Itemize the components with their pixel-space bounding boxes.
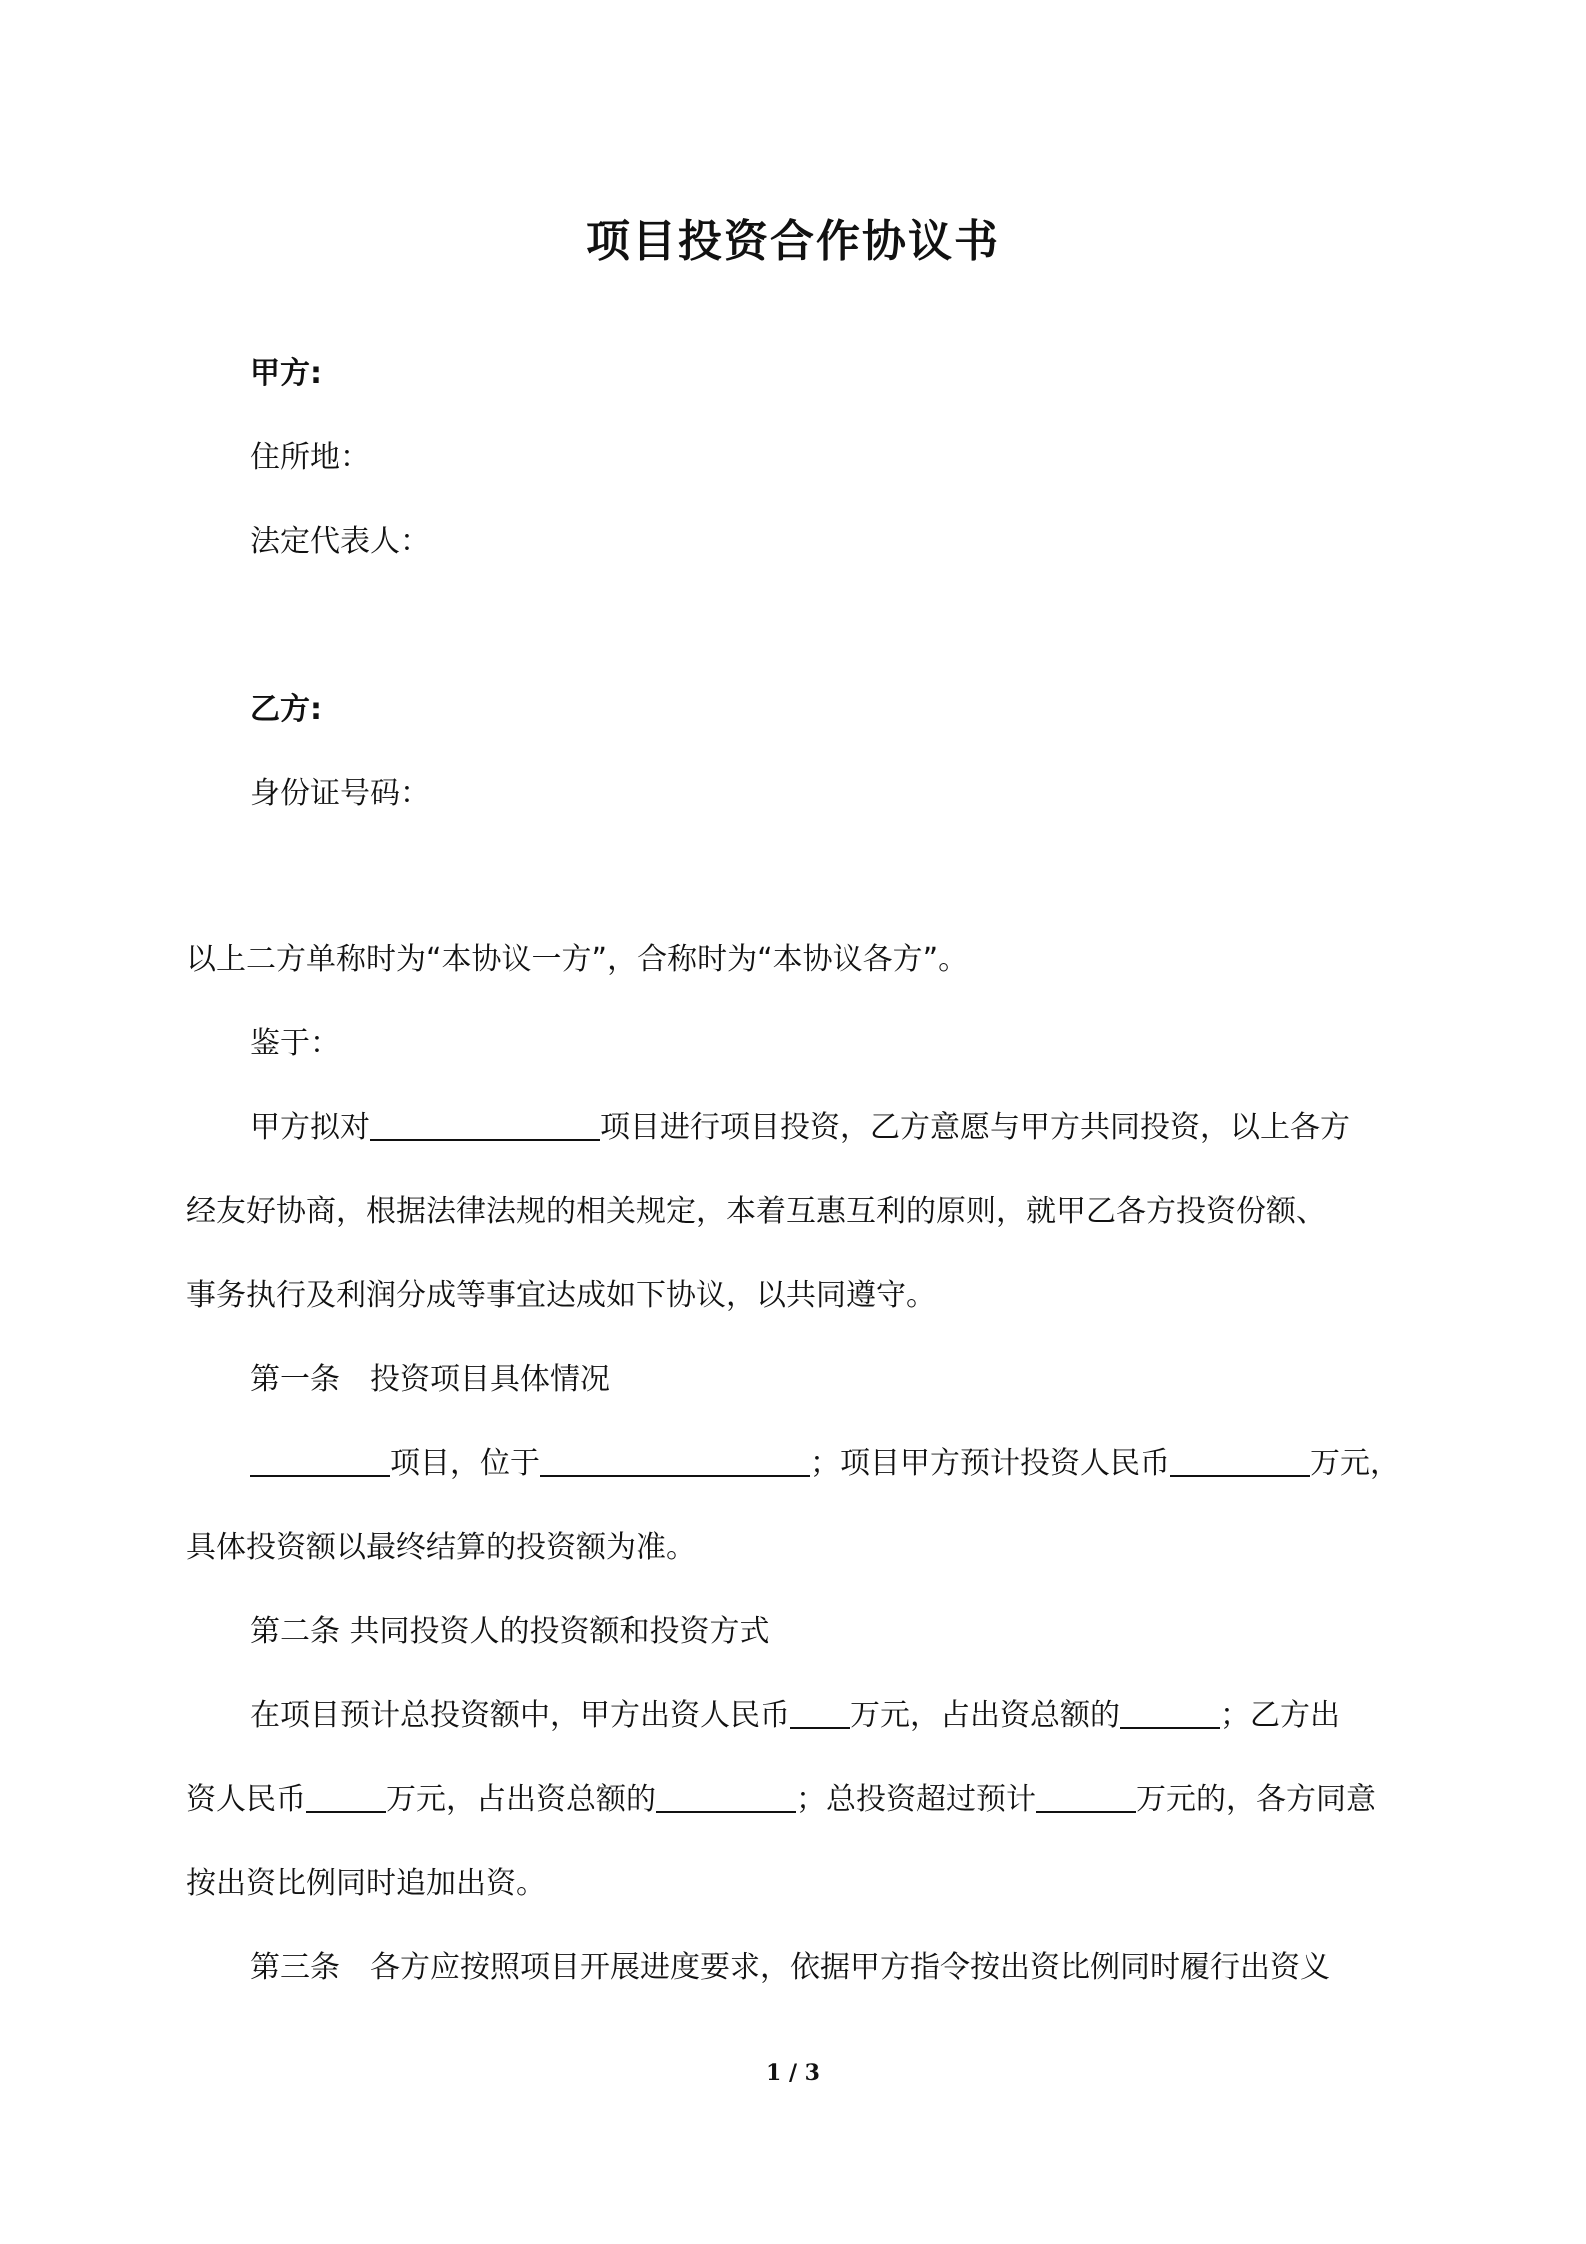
article-1-heading: 第一条 投资项目具体情况 — [250, 1362, 610, 1397]
article-2-text-e: 万元，占出资总额的 — [386, 1782, 656, 1817]
party-a-share-blank — [1120, 1697, 1220, 1729]
article-3-heading: 第三条 各方应按照项目开展进度要求，依据甲方指令按出资比例同时履行出资义 — [250, 1950, 1330, 1985]
whereas-line-1-start: 甲方拟对 — [250, 1110, 370, 1145]
article-2-text-g: 万元的，各方同意 — [1136, 1782, 1376, 1817]
whereas-line-1-end: 项目进行项目投资，乙方意愿与甲方共同投资，以上各方 — [600, 1110, 1350, 1145]
total-investment-blank — [1036, 1781, 1136, 1813]
article-2-text-c: ；乙方出 — [1220, 1698, 1340, 1733]
article-1-text-b: ；项目甲方预计投资人民币 — [810, 1446, 1170, 1481]
party-a-label: 甲方: — [250, 356, 322, 391]
party-a-rep-label: 法定代表人： — [250, 524, 430, 559]
whereas-line-2: 经友好协商，根据法律法规的相关规定，本着互惠互利的原则，就甲乙各方投资份额、 — [186, 1194, 1326, 1229]
article-2-text-a: 在项目预计总投资额中，甲方出资人民币 — [250, 1698, 790, 1733]
investment-amount-blank — [1170, 1445, 1310, 1477]
preamble-text: 以上二方单称时为“本协议一方”，合称时为“本协议各方”。 — [186, 942, 969, 977]
page-number: 1 / 3 — [766, 2060, 820, 2086]
article-2-text-b: 万元，占出资总额的 — [850, 1698, 1120, 1733]
location-blank — [540, 1445, 810, 1477]
party-a-amount-blank — [790, 1697, 850, 1729]
party-a-address-label: 住所地： — [250, 440, 370, 475]
whereas-line-3: 事务执行及利润分成等事宜达成如下协议，以共同遵守。 — [186, 1278, 936, 1313]
whereas-label: 鉴于： — [250, 1026, 340, 1061]
project-name-blank — [370, 1109, 600, 1141]
article-1-line-1 — [250, 1444, 1400, 1484]
article-2-heading: 第二条 共同投资人的投资额和投资方式 — [250, 1614, 770, 1649]
article-2-text-d: 资人民币 — [186, 1782, 306, 1817]
article-1-line-2: 具体投资额以最终结算的投资额为准。 — [186, 1530, 696, 1565]
party-b-label: 乙方: — [250, 692, 322, 727]
article-2-text-f: ；总投资超过预计 — [796, 1782, 1036, 1817]
party-b-amount-blank — [306, 1781, 386, 1813]
project-blank — [250, 1445, 390, 1477]
article-2-line-2 — [186, 1780, 1376, 1820]
article-1-text-c: 万元， — [1310, 1446, 1400, 1481]
party-b-id-label: 身份证号码： — [250, 776, 430, 811]
document-title: 项目投资合作协议书 — [586, 216, 1000, 267]
article-1-text-a: 项目，位于 — [390, 1446, 540, 1481]
article-2-line-3: 按出资比例同时追加出资。 — [186, 1866, 546, 1901]
party-b-share-blank — [656, 1781, 796, 1813]
article-2-line-1 — [250, 1696, 1340, 1736]
whereas-line-1 — [250, 1108, 1350, 1148]
